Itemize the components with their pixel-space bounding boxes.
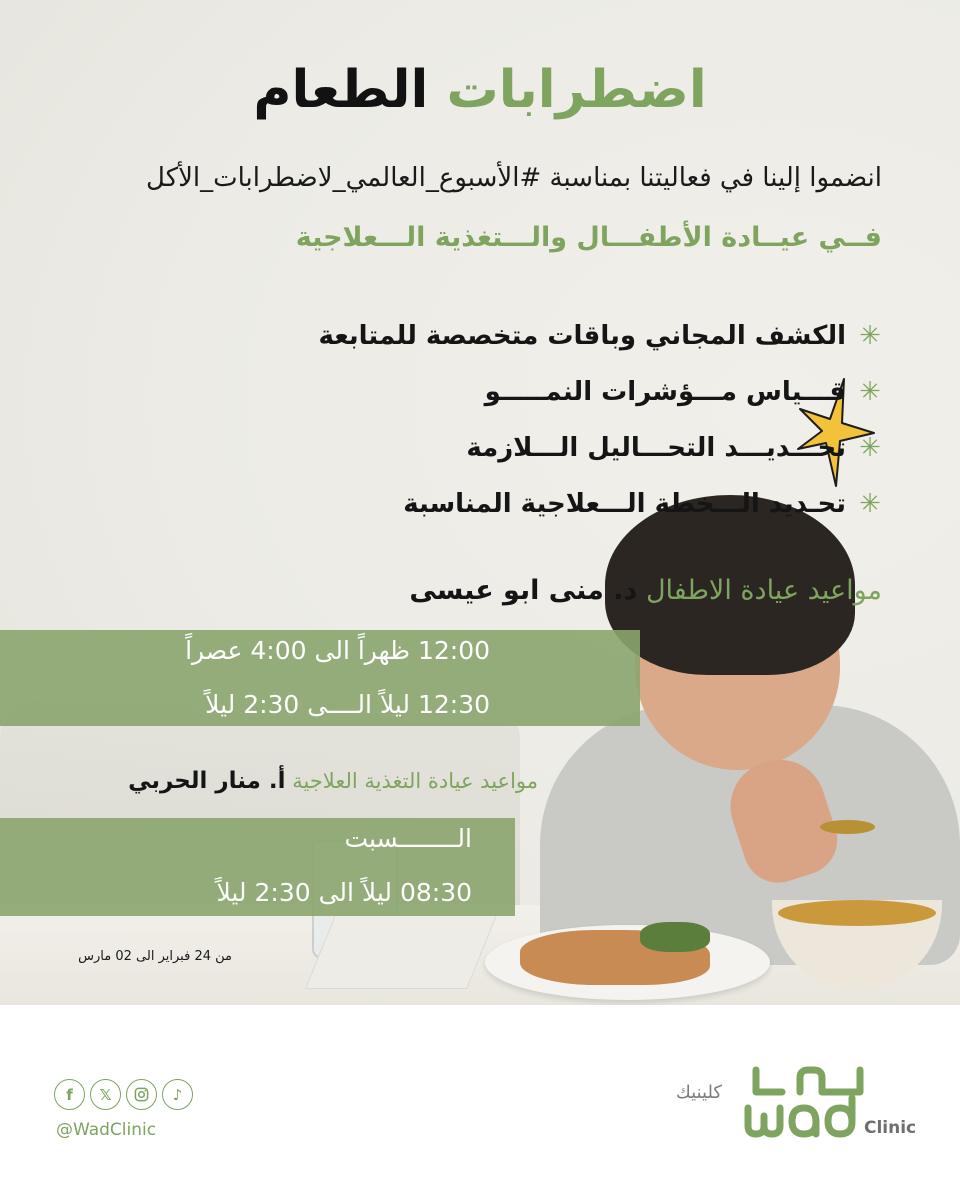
tiktok-icon[interactable]: ♪ [162, 1079, 193, 1110]
nutrition-label: مواعيد عيادة التغذية العلاجية [292, 769, 538, 793]
sparkle-icon: ✳ [859, 321, 881, 351]
service-item [284, 420, 884, 476]
pediatrics-doctor: د. منى ابو عيسى [409, 575, 638, 606]
nutrition-doctor: أ. منار الحربي [128, 768, 286, 794]
facebook-icon[interactable]: f [54, 1079, 85, 1110]
social-links [54, 1079, 193, 1110]
title-part1: اضطرابات [446, 60, 707, 120]
sparkle-icon: ✳ [859, 433, 881, 463]
instagram-icon[interactable] [126, 1079, 157, 1110]
pediatrics-label: مواعيد عيادة الاطفال [645, 575, 882, 606]
social-handle: @WadClinic [56, 1120, 157, 1140]
service-text: الكشف المجاني وباقات متخصصة للمتابعة [318, 321, 846, 351]
nutrition-heading [128, 768, 538, 794]
logo-english-text: Clinic [864, 1118, 917, 1138]
page-title [0, 60, 960, 120]
services-list [284, 308, 884, 532]
sparkle-icon: ✳ [859, 489, 881, 519]
logo-arabic-text: كلينيك [676, 1082, 722, 1103]
service-item [284, 476, 884, 532]
napkin [305, 915, 497, 989]
nutrition-day: الــــــــسبت [344, 824, 472, 853]
pediatrics-heading [409, 575, 882, 606]
nutrition-slot: 08:30 ليلاً الى 2:30 ليلاً [216, 878, 472, 907]
pediatrics-slot-1: 12:00 ظهراً الى 4:00 عصراً [185, 636, 490, 665]
event-announcement: انضموا إلينا في فعاليتنا بمناسبة #الأسبوع_العالمي_لاضطرابات_الأكل [146, 163, 882, 193]
service-item [284, 308, 884, 364]
date-range: من 24 فبراير الى 02 مارس [78, 949, 232, 964]
service-text: تحـــديـــد التحـــاليل الـــلازمة [466, 433, 846, 463]
title-part2: الطعام [253, 60, 429, 120]
service-text: قـــياس مـــؤشرات النمـــــو [484, 377, 846, 407]
spoon [820, 820, 875, 834]
x-icon[interactable]: 𝕏 [90, 1079, 121, 1110]
sparkle-icon: ✳ [859, 377, 881, 407]
service-item [284, 364, 884, 420]
service-text: تحـديد الـــخطة الـــعلاجية المناسبة [403, 489, 846, 519]
vegetables [640, 922, 710, 952]
pediatrics-slot-2: 12:30 ليلاً الــــى 2:30 ليلاً [205, 690, 490, 719]
soup [778, 900, 936, 926]
clinic-subtitle: فــي عيــادة الأطفـــال والـــتغذية الـــعلاجية [295, 222, 882, 253]
